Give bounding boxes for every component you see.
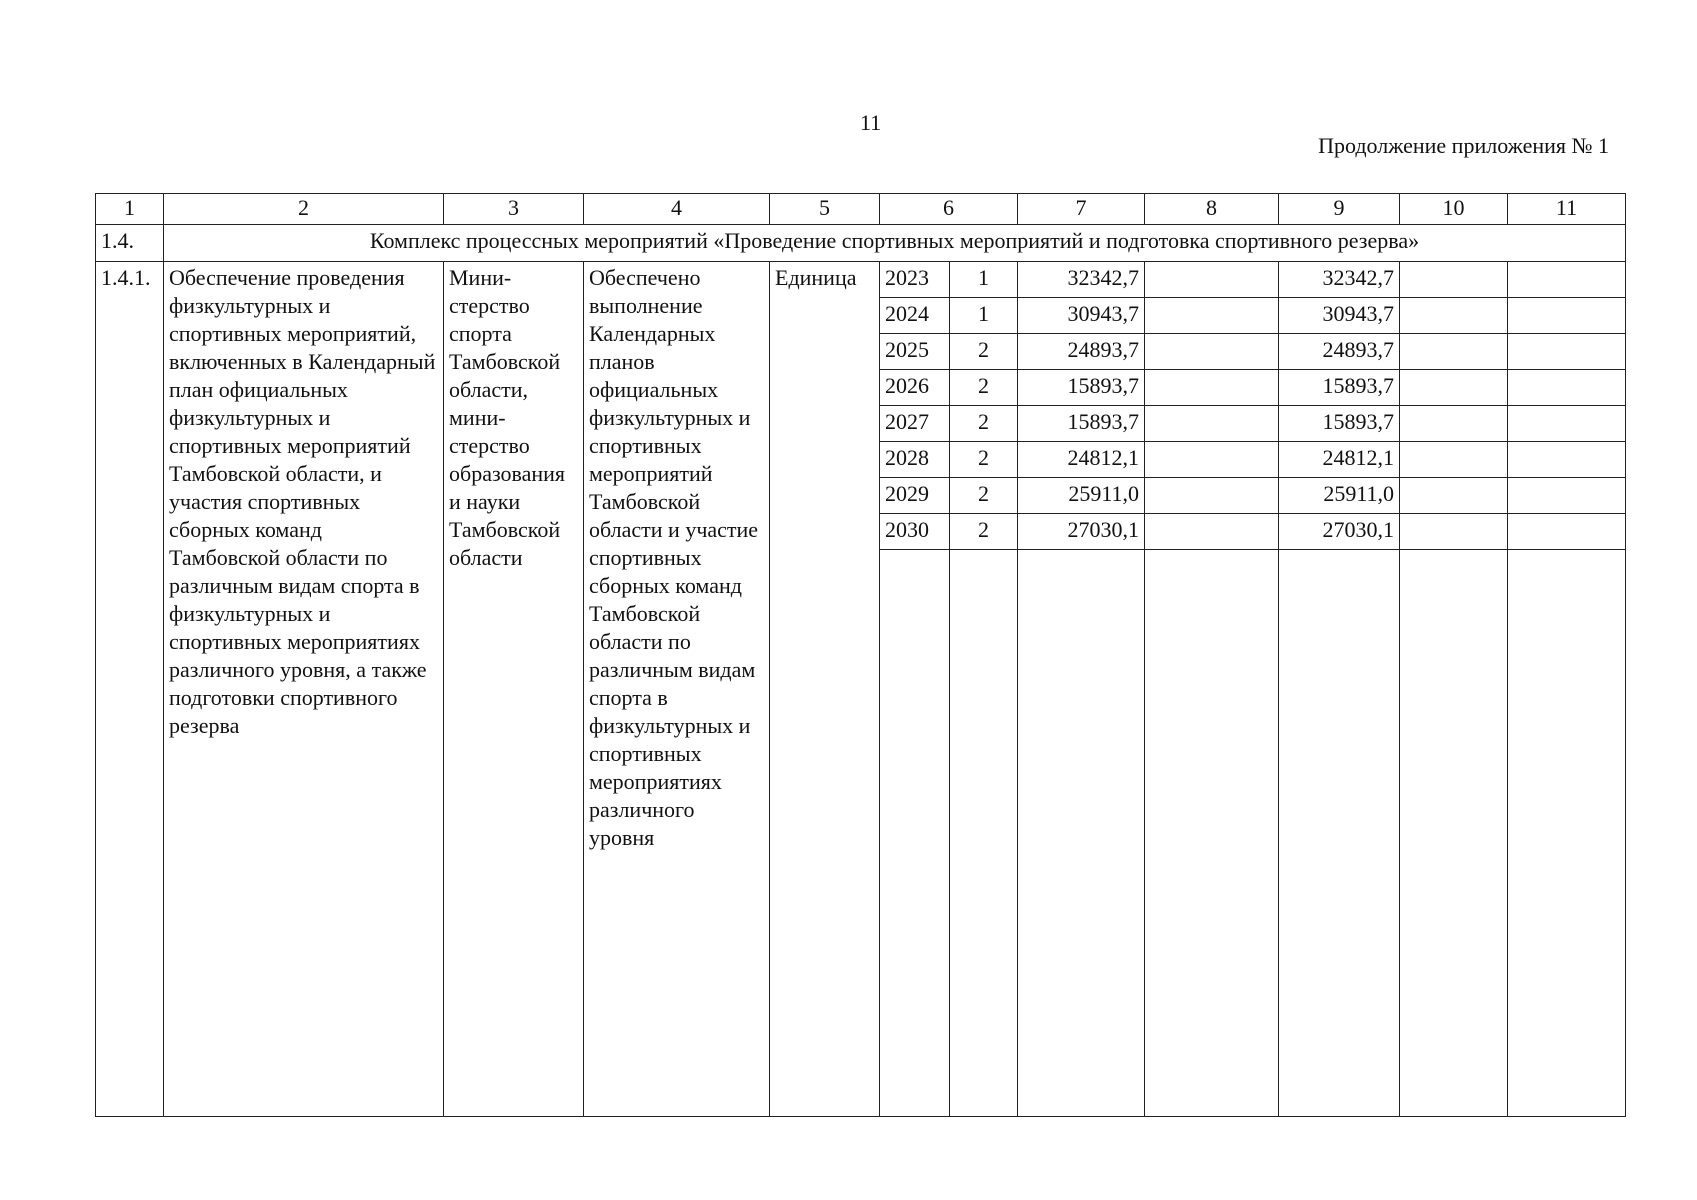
quantity-cell: 2: [950, 478, 1018, 514]
col11-cell: [1508, 406, 1626, 442]
item-responsible: Мини-стерство спорта Тамбовской области, мини-стерство образования и науки Тамбовской области: [444, 262, 584, 1117]
total-cell: 15893,7: [1018, 370, 1145, 406]
col10-cell: [1400, 298, 1508, 334]
col8-cell: [1145, 442, 1279, 478]
col10-cell: [1400, 478, 1508, 514]
total-cell: 27030,1: [1018, 514, 1145, 550]
col10-cell: [1400, 334, 1508, 370]
col8-cell: [1145, 478, 1279, 514]
measures-table: [95, 193, 1626, 1117]
filler-cell: [950, 550, 1018, 1117]
col11-cell: [1508, 442, 1626, 478]
filler-cell: [1145, 550, 1279, 1117]
item-number: 1.4.1.: [96, 262, 164, 1117]
header-row: [96, 194, 1626, 225]
year-cell: 2028: [880, 442, 950, 478]
year-cell: 2026: [880, 370, 950, 406]
col9-cell: 24812,1: [1279, 442, 1400, 478]
year-cell: 2025: [880, 334, 950, 370]
header-cell: 5: [770, 194, 880, 225]
col10-cell: [1400, 406, 1508, 442]
total-cell: 24812,1: [1018, 442, 1145, 478]
col10-cell: [1400, 442, 1508, 478]
quantity-cell: 2: [950, 406, 1018, 442]
col11-cell: [1508, 262, 1626, 298]
header-cell: 8: [1145, 194, 1279, 225]
page-number: 11: [860, 110, 882, 135]
section-title: Комплекс процессных мероприятий «Проведение спортивных мероприятий и подготовка спортивного резерва»: [164, 225, 1626, 262]
header-cell: 10: [1400, 194, 1508, 225]
col9-cell: 27030,1: [1279, 514, 1400, 550]
item-result: Обеспечено выполнение Календарных планов официальных физкультурных и спортивных мероприятий Тамбовской области и участие спортивных сборных команд Тамбовской области по различным видам спорта в физкультурных и спортивных мероприятиях различного уровня: [584, 262, 770, 1117]
col11-cell: [1508, 514, 1626, 550]
header-cell: 6: [880, 194, 1018, 225]
col9-cell: 24893,7: [1279, 334, 1400, 370]
header-cell: 4: [584, 194, 770, 225]
header-cell: 11: [1508, 194, 1626, 225]
continuation-title: Продолжение приложения № 1: [1318, 133, 1609, 158]
year-cell: 2024: [880, 298, 950, 334]
col8-cell: [1145, 334, 1279, 370]
col11-cell: [1508, 370, 1626, 406]
col11-cell: [1508, 478, 1626, 514]
header-cell: 1: [96, 194, 164, 225]
filler-cell: [1400, 550, 1508, 1117]
total-cell: 30943,7: [1018, 298, 1145, 334]
col10-cell: [1400, 262, 1508, 298]
col8-cell: [1145, 514, 1279, 550]
year-cell: 2029: [880, 478, 950, 514]
col9-cell: 25911,0: [1279, 478, 1400, 514]
col11-cell: [1508, 298, 1626, 334]
total-cell: 15893,7: [1018, 406, 1145, 442]
filler-cell: [1279, 550, 1400, 1117]
section-row: [96, 225, 1626, 262]
year-cell: 2027: [880, 406, 950, 442]
quantity-cell: 2: [950, 334, 1018, 370]
col9-cell: 15893,7: [1279, 370, 1400, 406]
filler-cell: [880, 550, 950, 1117]
col8-cell: [1145, 370, 1279, 406]
header-cell: 2: [164, 194, 444, 225]
quantity-cell: 2: [950, 514, 1018, 550]
total-cell: 24893,7: [1018, 334, 1145, 370]
quantity-cell: 1: [950, 298, 1018, 334]
total-cell: 25911,0: [1018, 478, 1145, 514]
quantity-cell: 2: [950, 370, 1018, 406]
item-description: Обеспечение проведения физкультурных и спортивных мероприятий, включенных в Календарный план официальных физкультурных и спортивных мероприятий Тамбовской области, и участия спортивных сборных команд Тамбовской области по различным видам спорта в физкультурных и спортивных мероприятиях различного уровня, а также подготовки спортивного резерва: [164, 262, 444, 1117]
col9-cell: 32342,7: [1279, 262, 1400, 298]
quantity-cell: 1: [950, 262, 1018, 298]
filler-cell: [1508, 550, 1626, 1117]
header-cell: 3: [444, 194, 584, 225]
col10-cell: [1400, 514, 1508, 550]
col9-cell: 15893,7: [1279, 406, 1400, 442]
col10-cell: [1400, 370, 1508, 406]
year-cell: 2030: [880, 514, 950, 550]
col9-cell: 30943,7: [1279, 298, 1400, 334]
filler-cell: [1018, 550, 1145, 1117]
col8-cell: [1145, 262, 1279, 298]
col8-cell: [1145, 406, 1279, 442]
col8-cell: [1145, 298, 1279, 334]
col11-cell: [1508, 334, 1626, 370]
table-row: [96, 262, 1626, 298]
header-cell: 9: [1279, 194, 1400, 225]
section-number: 1.4.: [96, 225, 164, 262]
total-cell: 32342,7: [1018, 262, 1145, 298]
item-unit: Единица: [770, 262, 880, 1117]
quantity-cell: 2: [950, 442, 1018, 478]
year-cell: 2023: [880, 262, 950, 298]
header-cell: 7: [1018, 194, 1145, 225]
